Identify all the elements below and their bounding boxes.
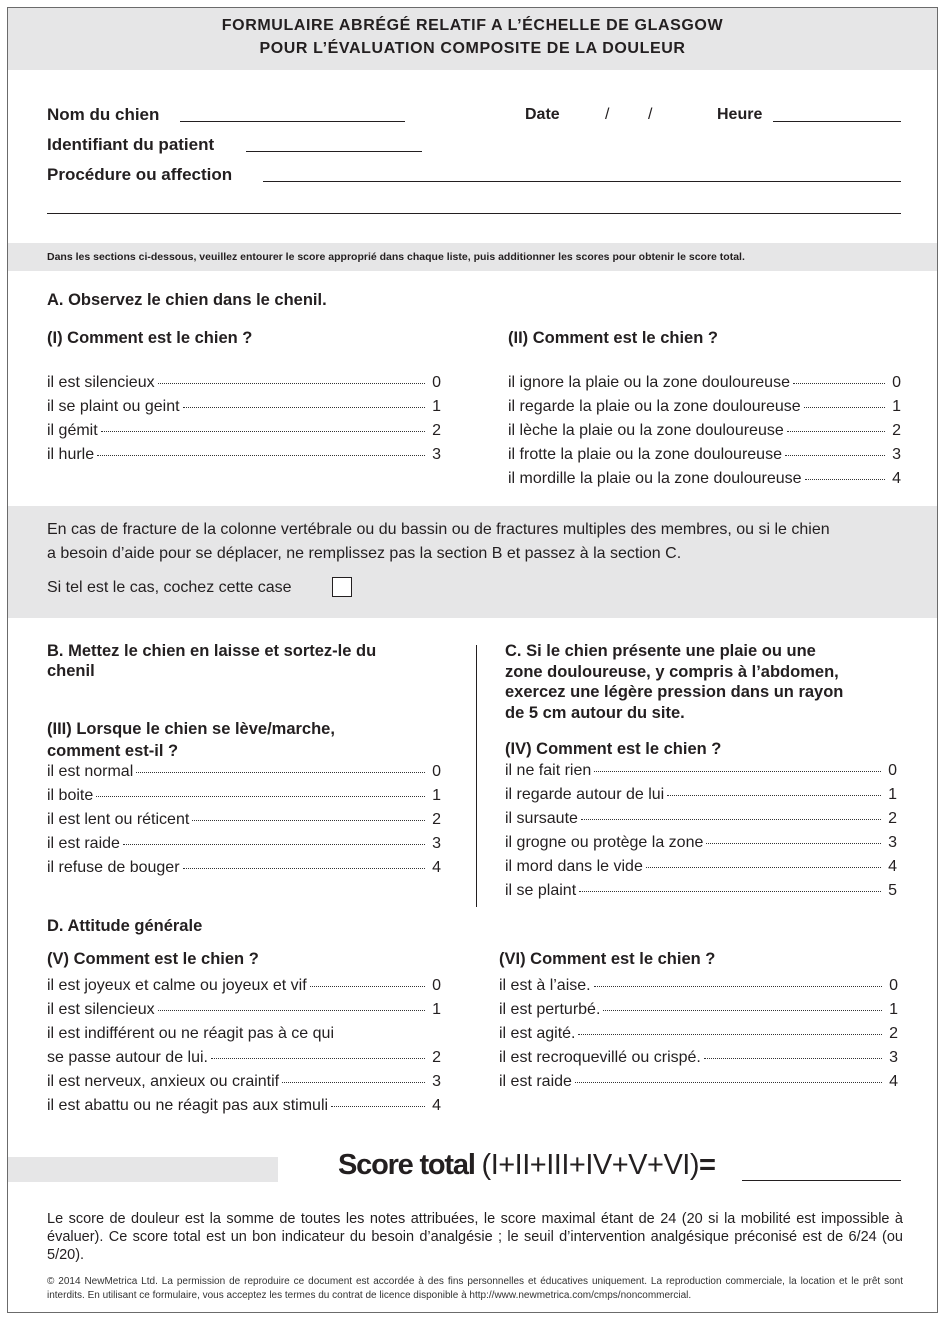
list-item[interactable]: il est nerveux, anxieux ou craintif 3 [47,1073,441,1090]
section-b-title-line1: B. Mettez le chien en laisse et sortez-le du [47,642,377,660]
dog-name-label: Nom du chien [47,105,160,124]
list-item[interactable]: il est silencieux 1 [47,1001,441,1018]
section-d-title: D. Attitude générale [47,917,203,935]
list-item[interactable]: il grogne ou protège la zone 3 [505,834,897,851]
list-item[interactable]: il regarde la plaie ou la zone douloureuse 1 [508,398,901,415]
list-item[interactable]: il refuse de bouger 4 [47,859,441,876]
time-field[interactable] [773,121,901,122]
checkbox-label: Si tel est le cas, cochez cette case [47,579,292,596]
list-item[interactable]: il est normal 0 [47,763,441,780]
list-item-continued: il est indifférent ou ne réagit pas à ce qui [47,1025,334,1042]
question-2-title: (II) Comment est le chien ? [508,329,718,347]
skip-section-b-checkbox[interactable] [332,577,352,597]
list-item[interactable]: il ignore la plaie ou la zone douloureuse 0 [508,374,901,391]
list-item[interactable]: il se plaint 5 [505,882,897,899]
instructions-text: Dans les sections ci-dessous, veuillez entourer le score approprié dans chaque liste, puis additionner les scores pour obtenir le score total. [47,251,745,263]
list-item[interactable]: il est abattu ou ne réagit pas aux stimuli 4 [47,1097,441,1114]
list-item[interactable]: il mordille la plaie ou la zone douloureuse 4 [508,470,901,487]
question-6-title: (VI) Comment est le chien ? [499,950,716,968]
list-item[interactable]: il lèche la plaie ou la zone douloureuse 2 [508,422,901,439]
question-3-title-line2: comment est-il ? [47,742,179,760]
score-total-heading [338,1149,715,1182]
procedure-label: Procédure ou affection [47,165,233,184]
list-item[interactable]: il hurle 3 [47,446,441,463]
date-label: Date [525,106,560,123]
question-1-title: (I) Comment est le chien ? [47,329,253,347]
list-item[interactable]: il se plaint ou geint 1 [47,398,441,415]
section-c-title-line3: exercez une légère pression dans un rayon [505,683,844,701]
list-item[interactable]: il est raide 4 [499,1073,898,1090]
score-band [8,1157,278,1182]
score-total-label: Score total [338,1149,475,1181]
question-1-list [47,374,441,470]
time-label: Heure [717,106,763,123]
form-title-line1: FORMULAIRE ABRÉGÉ RELATIF A L’ÉCHELLE DE GLASGOW [221,17,724,34]
note-line1: En cas de fracture de la colonne vertébrale ou du bassin ou de fractures multiples des membres, ou si le chien [47,521,830,538]
column-divider [476,645,477,907]
question-4-title: (IV) Comment est le chien ? [505,740,722,758]
list-item[interactable]: il gémit 2 [47,422,441,439]
section-c-title-line2: zone douloureuse, y compris à l’abdomen, [505,662,839,681]
list-item[interactable]: il est perturbé. 1 [499,1001,898,1018]
list-item[interactable]: il mord dans le vide 4 [505,858,897,875]
question-2-list [508,374,901,494]
form-title-line2: POUR L’ÉVALUATION COMPOSITE DE LA DOULEUR [259,40,686,57]
note-line2: a besoin d’aide pour se déplacer, ne remplissez pas la section B et passez à la section C. [47,545,682,562]
list-item[interactable]: il est raide 3 [47,835,441,852]
section-c-title-line4: de 5 cm autour du site. [505,703,685,722]
list-item[interactable]: il boite 1 [47,787,441,804]
dog-name-field[interactable] [180,121,405,122]
question-5-list [47,977,441,1121]
question-3-title-line1: (III) Lorsque le chien se lève/marche, [47,720,335,738]
patient-id-field[interactable] [246,151,422,152]
list-item[interactable]: il est silencieux 0 [47,374,441,391]
score-total-formula: (I+II+III+IV+V+VI) [481,1149,700,1181]
list-item[interactable]: il est recroquevillé ou crispé. 3 [499,1049,898,1066]
list-item[interactable]: il frotte la plaie ou la zone douloureuse 3 [508,446,901,463]
list-item[interactable]: se passe autour de lui. 2 [47,1049,441,1066]
list-item[interactable]: il est lent ou réticent 2 [47,811,441,828]
score-total-field[interactable] [742,1180,901,1181]
list-item[interactable]: il est à l’aise. 0 [499,977,898,994]
question-4-list [505,762,897,906]
list-item[interactable]: il est agité. 2 [499,1025,898,1042]
section-b-title-line2: chenil [47,662,95,680]
question-5-title: (V) Comment est le chien ? [47,950,259,968]
section-c-title-line1: C. Si le chien présente une plaie ou une [505,642,816,660]
list-item[interactable]: il ne fait rien 0 [505,762,897,779]
list-item[interactable]: il regarde autour de lui 1 [505,786,897,803]
question-6-list [499,977,898,1097]
copyright-text: © 2014 NewMetrica Ltd. La permission de reproduire ce document est accordée à des fins personnelles et éducatives uniquement. La reproduction commerciale, la location et le prêt sont interdits. En utilisant ce formulaire, vous acceptez les termes du contrat de licence disponible à http://www.newmetrica.com/cmps/noncommercial. [47,1276,903,1301]
score-total-equals: = [699,1149,715,1181]
footer-text: Le score de douleur est la somme de toutes les notes attribuées, le score maximal étant de 24 (20 si la mobilité est impossible à évaluer). Ce score total est un bon indicateur du besoin d’analgésie ; le seuil d’intervention analgésique préconisé est de 6/24 (ou 5/20). [47,1211,903,1263]
date-separator-2: / [648,106,653,123]
section-b-title [47,641,376,681]
patient-id-label: Identifiant du patient [47,135,215,154]
list-item[interactable]: il sursaute 2 [505,810,897,827]
list-item[interactable]: il est joyeux et calme ou joyeux et vif 0 [47,977,441,994]
question-3-title [47,718,335,762]
procedure-field[interactable] [263,181,901,182]
date-separator-1: / [605,106,610,123]
section-a-title: A. Observez le chien dans le chenil. [47,291,327,309]
section-c-title [505,641,843,723]
question-3-list [47,763,441,883]
date-field[interactable] [565,106,685,124]
procedure-field-line2[interactable] [47,213,901,214]
